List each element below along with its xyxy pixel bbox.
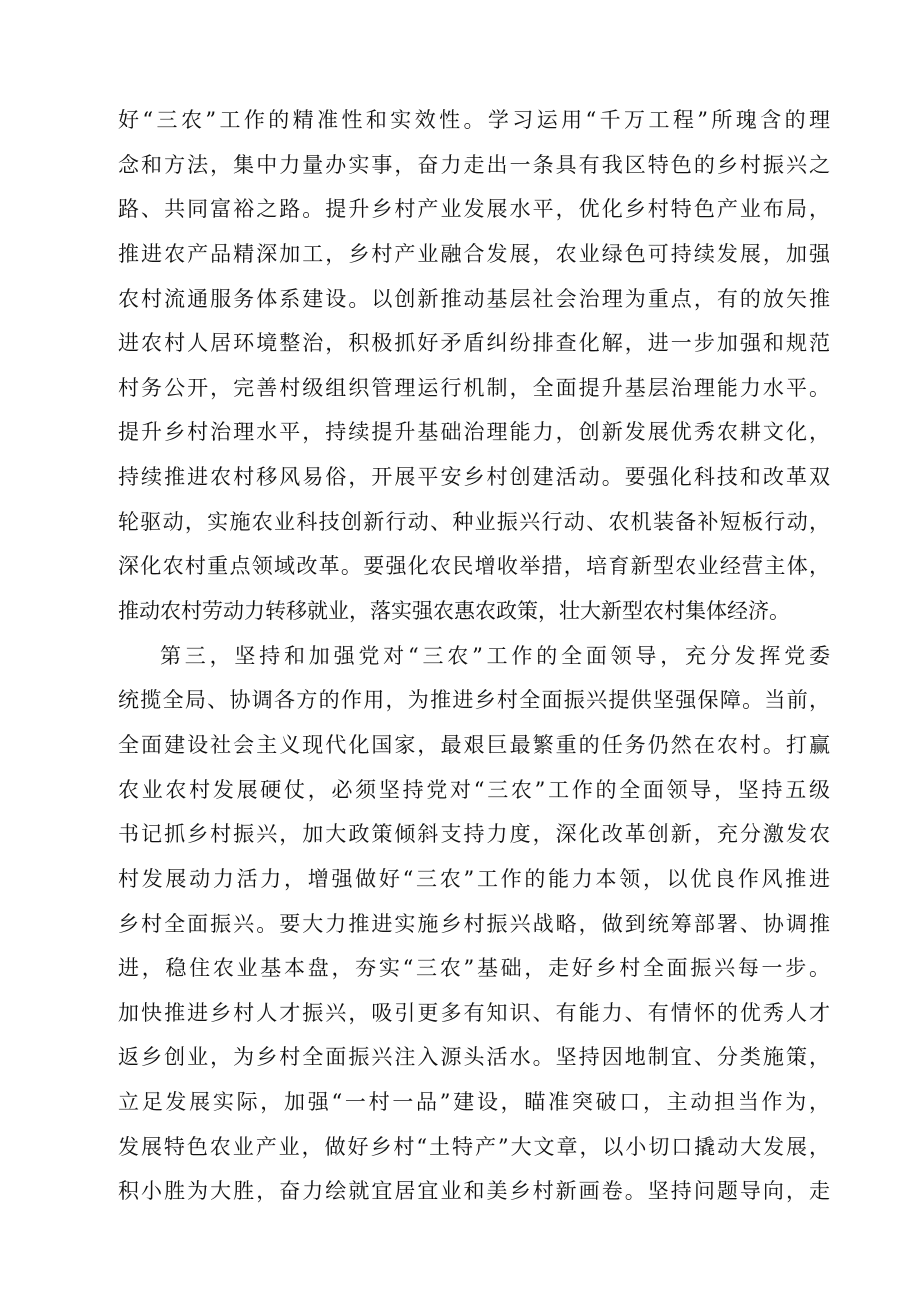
text-line: 念和方法，集中力量办实事，奋力走出一条具有我区特色的乡村振兴之 <box>118 152 830 177</box>
text-line: 推进农产品精深加工，乡村产业融合发展，农业绿色可持续发展，加强 <box>118 241 830 266</box>
text-line: 好“三农”工作的精准性和实效性。学习运用“千万工程”所瑰含的理 <box>118 108 830 132</box>
text-line: 深化农村重点领域改革。要强化农民增收举措，培育新型农业经营主体， <box>118 554 830 579</box>
text-line: 返乡创业，为乡村全面振兴注入源头活水。坚持因地制宜、分类施策， <box>118 1045 830 1070</box>
text-line: 全面建设社会主义现代化国家，最艰巨最繁重的任务仍然在农村。打赢 <box>118 732 830 757</box>
text-line: 统揽全局、协调各方的作用，为推进乡村全面振兴提供坚强保障。当前， <box>118 688 830 713</box>
text-line: 农村流通服务体系建设。以创新推动基层社会治理为重点，有的放矢推 <box>118 286 830 311</box>
text-line: 农业农村发展硬仗，必须坚持党对“三农”工作的全面领导，坚持五级 <box>118 777 830 802</box>
text-line: 书记抓乡村振兴，加大政策倾斜支持力度，深化改革创新，充分激发农 <box>118 822 830 847</box>
text-line: 轮驱动，实施农业科技创新行动、种业振兴行动、农机装备补短板行动， <box>118 509 830 534</box>
text-line: 加快推进乡村人才振兴，吸引更多有知识、有能力、有情怀的优秀人才 <box>118 1000 830 1025</box>
text-line: 乡村全面振兴。要大力推进实施乡村振兴战略，做到统筹部署、协调推 <box>118 911 830 936</box>
text-line: 进农村人居环境整治，积极抓好矛盾纠纷排查化解，进一步加强和规范 <box>118 331 830 356</box>
text-line: 提升乡村治理水平，持续提升基础治理能力，创新发展优秀农耕文化， <box>118 420 830 445</box>
text-line: 路、共同富裕之路。提升乡村产业发展水平，优化乡村特色产业布局， <box>118 197 830 222</box>
text-line: 村发展动力活力，增强做好“三农”工作的能力本领，以优良作风推进 <box>118 866 830 891</box>
text-line: 进，稳住农业基本盘，夯实“三农”基础，走好乡村全面振兴每一步。 <box>118 956 830 981</box>
paragraph-end-line: 推动农村劳动力转移就业，落实强农惠农政策，壮大新型农村集体经济。 <box>118 599 790 624</box>
text-line: 村务公开，完善村级组织管理运行机制，全面提升基层治理能力水平。 <box>118 375 830 400</box>
body-text <box>118 98 830 1214</box>
text-line: 积小胜为大胜，奋力绘就宜居宜业和美乡村新画卷。坚持问题导向，走 <box>118 1179 830 1204</box>
paragraph-start-line: 第三，坚持和加强党对“三农”工作的全面领导，充分发挥党委 <box>160 643 830 668</box>
text-line: 发展特色农业产业，做好乡村“土特产”大文章，以小切口撬动大发展， <box>118 1134 830 1159</box>
text-line: 持续推进农村移风易俗，开展平安乡村创建活动。要强化科技和改革双 <box>118 465 830 490</box>
text-line: 立足发展实际，加强“一村一品”建设，瞄准突破口，主动担当作为， <box>118 1090 830 1115</box>
